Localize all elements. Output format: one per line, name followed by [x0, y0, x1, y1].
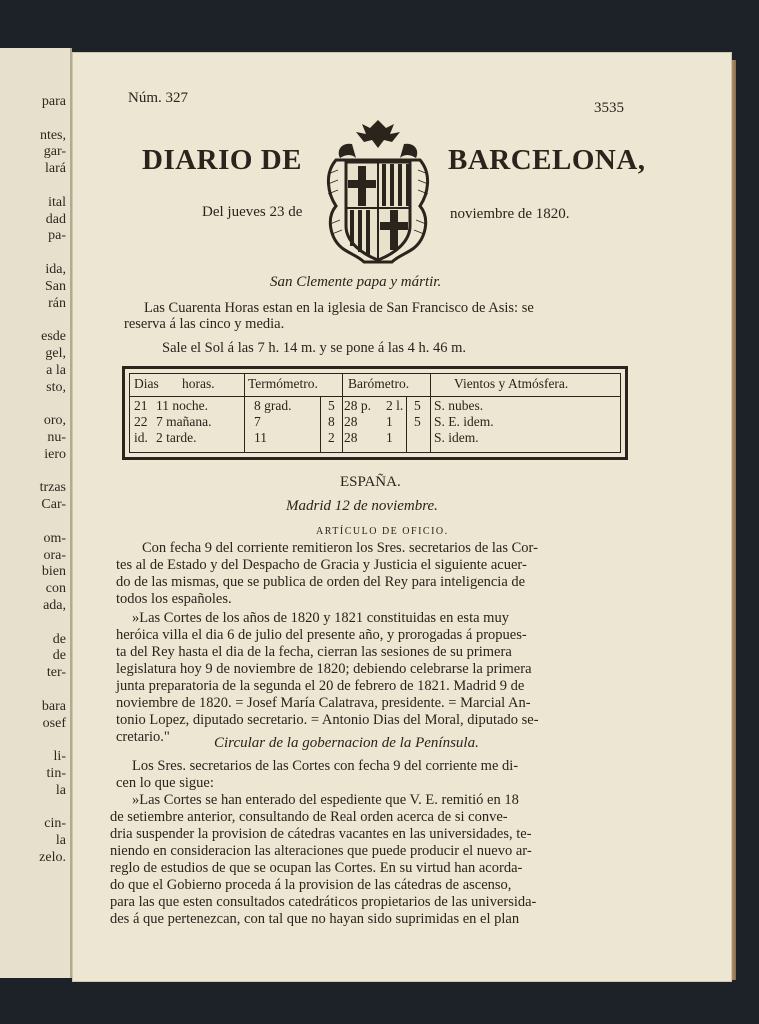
section-heading: ESPAÑA.	[340, 474, 401, 490]
newspaper-page	[72, 52, 732, 982]
left-page-line: iero	[44, 446, 66, 462]
header-hours: horas.	[182, 376, 215, 391]
header-barometer: Barómetro.	[348, 376, 410, 391]
left-page-fragment	[0, 48, 72, 978]
cell-day: 21	[134, 398, 148, 413]
left-page-line: con	[45, 581, 66, 597]
date-right: noviembre de 1820.	[450, 206, 570, 222]
left-page-line: ntes,	[39, 127, 66, 143]
text-line: tonio Lopez, diputado secretario. = Antonio Dias del Moral, diputado se-	[116, 712, 539, 728]
cell-hour: 11 noche.	[156, 398, 208, 413]
text-line: reglo de estudios de que se ocupan las Cortes. En su virtud han acorda-	[110, 860, 523, 876]
text-line: ta del Rey hasta el dia de la fecha, cierran las sesiones de su primera	[116, 644, 512, 660]
left-page-line: rán	[48, 295, 66, 311]
left-page-line: de	[52, 631, 66, 647]
text-line: junta preparatoria de la segunda el 20 de febrero de 1821. Madrid 9 de	[116, 678, 525, 694]
text-line: tes al de Estado y del Despacho de Gracia y Justicia el siguiente acuer-	[116, 557, 527, 573]
cell-day: 22	[134, 414, 148, 429]
forty-hours-line-2: reserva á las cinco y media.	[124, 316, 285, 332]
left-page-line: ida,	[45, 262, 66, 277]
text-line: todos los españoles.	[116, 591, 232, 607]
cell-hour: 7 mañana.	[156, 414, 212, 429]
date-left: Del jueves 23 de	[202, 204, 303, 220]
cell-baro-p: 28	[344, 430, 358, 445]
text-line: Los Sres. secretarios de las Cortes con fecha 9 del corriente me di-	[132, 758, 519, 774]
article-kind: ARTÍCULO DE OFICIO.	[316, 526, 449, 537]
left-page-line: dad	[45, 211, 66, 227]
left-page-line: bien	[41, 564, 66, 580]
text-line: para las que esten consultados catedráticos propietarios de las universida-	[110, 894, 537, 910]
text-line: de setiembre anterior, consultando de Real orden acerca de si conve-	[110, 809, 508, 825]
left-page-line: ital	[48, 194, 66, 210]
left-page-line: la	[55, 782, 66, 798]
cell-wind: S. nubes.	[434, 398, 484, 413]
saint-of-day: San Clemente papa y mártir.	[270, 274, 442, 290]
text-line: cretario."	[116, 729, 170, 745]
left-page-line: sto,	[46, 379, 66, 395]
left-page-line: gel,	[45, 346, 66, 361]
left-page-line: pa-	[48, 228, 66, 244]
cell-day: id.	[134, 430, 148, 445]
left-page-line: Car-	[41, 497, 66, 513]
masthead-left: DIARIO DE	[142, 144, 302, 176]
left-page-line: gar-	[43, 144, 66, 160]
text-line: do que el Gobierno proceda á la provision de las cátedras de ascenso,	[110, 877, 512, 893]
left-page-line: ora-	[43, 547, 66, 563]
cell-wind: S. E. idem.	[434, 414, 494, 429]
cell-thermo: 8 grad.	[254, 398, 292, 413]
text-line: do de las mismas, que se publica de orden del Rey para inteligencia de	[116, 574, 526, 590]
left-page-line: a la	[46, 362, 66, 378]
dateline-place: Madrid 12 de noviembre.	[286, 498, 438, 514]
cell-baro-f: 5	[414, 398, 421, 413]
page-number: 3535	[594, 100, 624, 116]
forty-hours-line-1: Las Cuarenta Horas estan en la iglesia de San Francisco de Asis: se	[144, 300, 534, 316]
text-line: cen lo que sigue:	[116, 775, 214, 791]
cell-baro-l: 2 l.	[386, 398, 404, 413]
left-page-line: tin-	[46, 766, 66, 781]
text-line: »Las Cortes de los años de 1820 y 1821 constituidas en esta muy	[132, 610, 509, 626]
text-line: legislatura hoy 9 de noviembre de 1820; debiendo celebrarse la primera	[116, 661, 532, 677]
text-line: heróica villa el dia 6 de julio del presente año, y prorogadas á propues-	[116, 627, 527, 643]
left-page-line: la	[55, 833, 66, 849]
weather-table	[122, 366, 628, 460]
left-page-line: lará	[45, 161, 66, 177]
cell-baro-f: 5	[414, 414, 421, 429]
header-days: Dias	[134, 376, 159, 391]
coat-of-arms-icon	[322, 114, 434, 272]
left-page-line: San	[45, 278, 66, 294]
cell-thermo-frac: 8	[328, 414, 335, 429]
circular-heading: Circular de la gobernacion de la Península.	[214, 735, 479, 751]
left-page-line: para	[41, 94, 66, 109]
cell-wind: S. idem.	[434, 430, 479, 445]
text-line: »Las Cortes se han enterado del espediente que V. E. remitió en 18	[132, 792, 519, 808]
masthead-right: BARCELONA,	[448, 144, 646, 176]
cell-baro-l: 1	[386, 430, 393, 445]
left-page-line: ter-	[46, 665, 66, 681]
text-line: noviembre de 1820. = Josef María Calatrava, presidente. = Marcial An-	[116, 695, 531, 711]
header-winds: Vientos y Atmósfera.	[454, 376, 569, 391]
left-page-line: zelo.	[39, 850, 66, 865]
left-page-line: esde	[41, 329, 66, 345]
text-line: niendo en consideracion las alteraciones que puede producir el nuevo ar-	[110, 843, 532, 859]
text-line: des á que pertenezcan, con tal que no hayan sido suprimidas en el plan	[110, 911, 520, 927]
left-page-line: de	[52, 648, 66, 664]
cell-baro-l: 1	[386, 414, 393, 429]
left-page-line: trzas	[39, 480, 66, 496]
left-page-line: oro,	[43, 413, 66, 429]
left-page-line: osef	[42, 715, 66, 731]
left-page-line: nu-	[47, 430, 66, 445]
cell-thermo: 11	[254, 430, 267, 445]
sunrise-line: Sale el Sol á las 7 h. 14 m. y se pone á las 4 h. 46 m.	[162, 340, 467, 356]
cell-thermo-frac: 2	[328, 430, 335, 445]
cell-thermo-frac: 5	[328, 398, 335, 413]
issue-number: Núm. 327	[128, 90, 188, 106]
cell-thermo: 7	[254, 414, 261, 429]
left-page-line: bara	[41, 698, 66, 714]
text-line: dria suspender la provision de cátedras vacantes en las universidades, te-	[110, 826, 532, 842]
cell-baro-p: 28	[344, 414, 358, 429]
left-page-line: li-	[53, 749, 66, 765]
cell-hour: 2 tarde.	[156, 430, 197, 445]
left-page-line: cin-	[44, 816, 66, 832]
left-page-line: om-	[43, 530, 66, 546]
left-page-line: ada,	[43, 598, 66, 613]
cell-baro-p: 28 p.	[344, 398, 371, 413]
header-thermometer: Termómetro.	[248, 376, 318, 391]
text-line: Con fecha 9 del corriente remitieron los Sres. secretarios de las Cor-	[142, 540, 538, 556]
